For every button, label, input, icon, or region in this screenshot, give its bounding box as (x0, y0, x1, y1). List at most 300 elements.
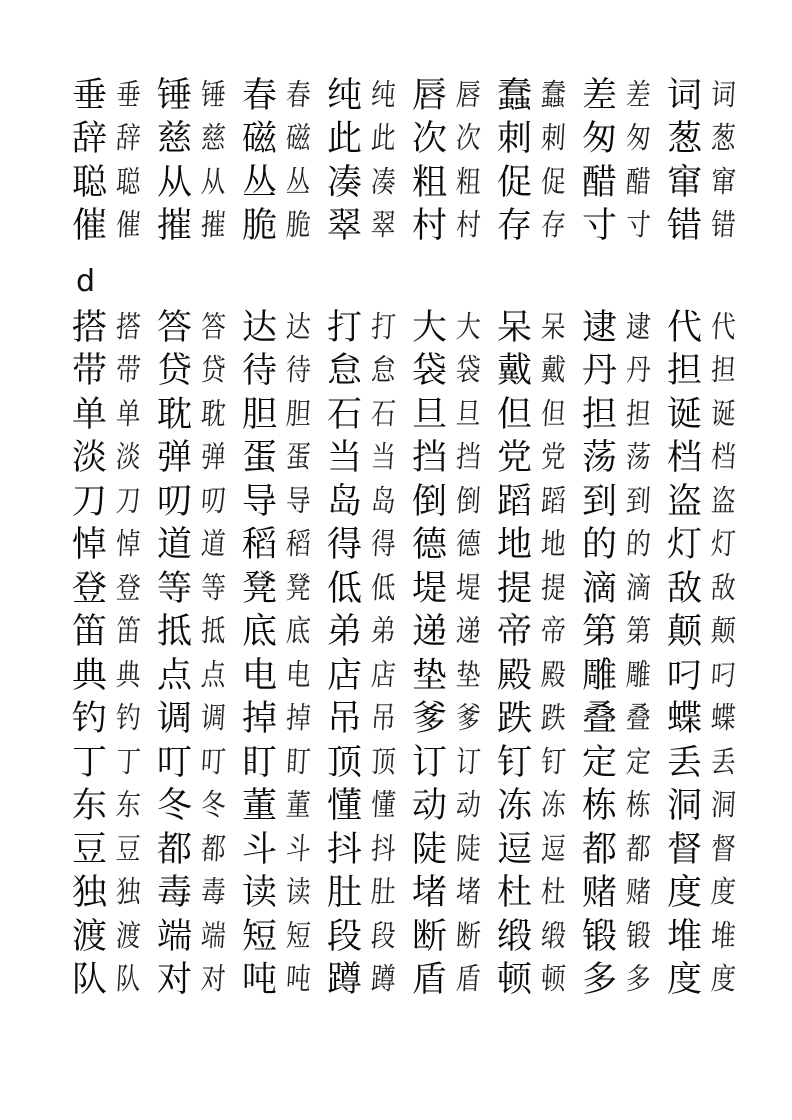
character-pair (242, 351, 327, 391)
seal-script-character: 盾 (455, 962, 481, 998)
modern-character: 怠 (327, 351, 363, 392)
character-pair (327, 395, 412, 435)
character-pair (72, 395, 157, 435)
character-pair (157, 351, 242, 391)
seal-script-character: 粗 (455, 164, 481, 200)
modern-character: 蝶 (667, 699, 703, 740)
modern-character: 地 (497, 525, 533, 566)
seal-script-character: 弹 (200, 440, 226, 476)
character-pair (667, 525, 752, 565)
modern-character: 贷 (157, 351, 193, 392)
character-pair (582, 163, 667, 203)
seal-script-character: 叨 (200, 483, 226, 519)
seal-script-character: 冻 (540, 788, 566, 824)
character-pair (497, 308, 582, 348)
modern-character: 冬 (157, 786, 193, 827)
seal-script-character: 纯 (370, 77, 396, 113)
seal-script-character: 店 (370, 657, 396, 693)
modern-character: 醋 (582, 162, 618, 203)
seal-script-character: 摧 (200, 208, 226, 244)
seal-script-character: 刀 (115, 483, 141, 519)
character-row (72, 654, 752, 698)
character-pair (582, 917, 667, 957)
character-pair (72, 612, 157, 652)
modern-character: 逮 (582, 307, 618, 348)
modern-character: 钉 (497, 742, 533, 783)
character-row (72, 393, 752, 437)
character-pair (412, 743, 497, 783)
modern-character: 葱 (667, 119, 703, 160)
seal-script-character: 蹈 (540, 483, 566, 519)
seal-script-character: 道 (200, 527, 226, 563)
modern-character: 登 (72, 568, 108, 609)
seal-script-character: 调 (200, 701, 226, 737)
seal-script-character: 豆 (115, 831, 141, 867)
character-pair (327, 917, 412, 957)
character-pair (72, 569, 157, 609)
modern-character: 丁 (72, 742, 108, 783)
modern-character: 锤 (157, 75, 193, 116)
seal-script-character: 冬 (200, 788, 226, 824)
modern-character: 洞 (667, 786, 703, 827)
seal-script-character: 殿 (540, 657, 566, 693)
modern-character: 粗 (412, 162, 448, 203)
modern-character: 督 (667, 829, 703, 870)
seal-script-character: 敌 (710, 570, 736, 606)
seal-script-character: 到 (625, 483, 651, 519)
character-pair (72, 873, 157, 913)
seal-script-character: 但 (540, 396, 566, 432)
modern-character: 堤 (412, 568, 448, 609)
modern-character: 独 (72, 873, 108, 914)
seal-script-character: 顶 (370, 744, 396, 780)
modern-character: 从 (157, 162, 193, 203)
seal-script-character: 订 (455, 744, 481, 780)
modern-character: 答 (157, 307, 193, 348)
modern-character: 度 (667, 960, 703, 1001)
modern-character: 店 (327, 655, 363, 696)
seal-script-character: 雕 (625, 657, 651, 693)
modern-character: 次 (412, 119, 448, 160)
character-pair (497, 351, 582, 391)
character-pair (327, 525, 412, 565)
character-pair (327, 163, 412, 203)
modern-character: 春 (242, 75, 278, 116)
character-pair (412, 656, 497, 696)
character-pair (242, 76, 327, 116)
character-pair (327, 960, 412, 1000)
modern-character: 悼 (72, 525, 108, 566)
modern-character: 搭 (72, 307, 108, 348)
seal-script-character: 动 (455, 788, 481, 824)
modern-character: 村 (412, 206, 448, 247)
character-pair (412, 917, 497, 957)
character-row (72, 205, 752, 249)
character-pair (327, 308, 412, 348)
seal-script-character: 点 (200, 657, 226, 693)
seal-script-character: 唇 (455, 77, 481, 113)
seal-script-character: 磁 (285, 121, 311, 157)
character-pair (72, 482, 157, 522)
character-row (72, 161, 752, 205)
character-pair (667, 699, 752, 739)
character-pair (242, 917, 327, 957)
character-pair (497, 960, 582, 1000)
seal-script-character: 匆 (625, 121, 651, 157)
seal-script-character: 懂 (370, 788, 396, 824)
modern-character: 颠 (667, 612, 703, 653)
character-pair (412, 76, 497, 116)
seal-script-character: 堆 (710, 918, 736, 954)
modern-character: 逗 (497, 829, 533, 870)
seal-script-character: 提 (540, 570, 566, 606)
character-pair (667, 569, 752, 609)
modern-character: 叨 (157, 481, 193, 522)
modern-character: 差 (582, 75, 618, 116)
character-pair (497, 743, 582, 783)
character-pair (327, 786, 412, 826)
seal-script-character: 差 (625, 77, 651, 113)
modern-character: 电 (242, 655, 278, 696)
character-pair (242, 308, 327, 348)
seal-script-character: 蹲 (370, 962, 396, 998)
character-pair (667, 119, 752, 159)
character-pair (667, 395, 752, 435)
character-pair (412, 163, 497, 203)
modern-character: 催 (72, 206, 108, 247)
character-pair (582, 395, 667, 435)
character-pair (157, 786, 242, 826)
character-row (72, 306, 752, 350)
seal-script-character: 挡 (455, 440, 481, 476)
seal-script-character: 待 (285, 353, 311, 389)
modern-character: 弟 (327, 612, 363, 653)
seal-script-character: 荡 (625, 440, 651, 476)
modern-character: 错 (667, 206, 703, 247)
seal-script-character: 爹 (455, 701, 481, 737)
seal-script-character: 凑 (370, 164, 396, 200)
character-pair (667, 960, 752, 1000)
character-pair (327, 699, 412, 739)
modern-character: 蠢 (497, 75, 533, 116)
modern-character: 敌 (667, 568, 703, 609)
seal-script-character: 董 (285, 788, 311, 824)
modern-character: 打 (327, 307, 363, 348)
seal-script-character: 度 (710, 875, 736, 911)
character-pair (582, 873, 667, 913)
seal-script-character: 顿 (540, 962, 566, 998)
modern-character: 寸 (582, 206, 618, 247)
character-pair (667, 873, 752, 913)
character-pair (242, 960, 327, 1000)
modern-character: 蛋 (242, 438, 278, 479)
modern-character: 冻 (497, 786, 533, 827)
seal-script-character: 底 (285, 614, 311, 650)
character-pair (242, 395, 327, 435)
seal-script-character: 倒 (455, 483, 481, 519)
modern-character: 东 (72, 786, 108, 827)
modern-character: 凳 (242, 568, 278, 609)
character-pair (497, 76, 582, 116)
character-pair (242, 786, 327, 826)
modern-character: 但 (497, 394, 533, 435)
seal-script-character: 短 (285, 918, 311, 954)
character-pair (497, 482, 582, 522)
character-pair (327, 482, 412, 522)
modern-character: 单 (72, 394, 108, 435)
character-pair (667, 743, 752, 783)
seal-script-character: 春 (285, 77, 311, 113)
seal-script-character: 打 (370, 309, 396, 345)
seal-script-character: 登 (115, 570, 141, 606)
seal-script-character: 递 (455, 614, 481, 650)
modern-character: 丢 (667, 742, 703, 783)
modern-character: 等 (157, 568, 193, 609)
seal-script-character: 都 (200, 831, 226, 867)
modern-character: 动 (412, 786, 448, 827)
seal-script-character: 蠢 (540, 77, 566, 113)
seal-script-character: 怠 (370, 353, 396, 389)
character-pair (582, 438, 667, 478)
modern-character: 担 (582, 394, 618, 435)
seal-script-character: 读 (285, 875, 311, 911)
modern-character: 叠 (582, 699, 618, 740)
seal-script-character: 此 (370, 121, 396, 157)
character-pair (582, 76, 667, 116)
character-pair (72, 76, 157, 116)
seal-script-character: 淡 (115, 440, 141, 476)
seal-script-character: 堤 (455, 570, 481, 606)
modern-character: 稻 (242, 525, 278, 566)
modern-character: 盯 (242, 742, 278, 783)
character-pair (242, 569, 327, 609)
modern-character: 倒 (412, 481, 448, 522)
modern-character: 帝 (497, 612, 533, 653)
seal-script-character: 钉 (540, 744, 566, 780)
modern-character: 调 (157, 699, 193, 740)
character-pair (72, 960, 157, 1000)
modern-character: 堆 (667, 916, 703, 957)
character-pair (412, 699, 497, 739)
seal-script-character: 毒 (200, 875, 226, 911)
modern-character: 对 (157, 960, 193, 1001)
character-pair (497, 830, 582, 870)
seal-script-character: 从 (200, 164, 226, 200)
seal-script-character: 洞 (710, 788, 736, 824)
character-pair (72, 786, 157, 826)
character-pair (497, 873, 582, 913)
character-pair (412, 960, 497, 1000)
character-pair (327, 206, 412, 246)
seal-script-character: 逗 (540, 831, 566, 867)
section-d-label: d (76, 264, 96, 299)
character-pair (582, 569, 667, 609)
modern-character: 袋 (412, 351, 448, 392)
seal-script-character: 盯 (285, 744, 311, 780)
character-pair (582, 612, 667, 652)
character-pair (72, 163, 157, 203)
seal-script-character: 掉 (285, 701, 311, 737)
character-pair (582, 960, 667, 1000)
character-pair (327, 438, 412, 478)
modern-character: 诞 (667, 394, 703, 435)
modern-character: 队 (72, 960, 108, 1001)
modern-character: 促 (497, 162, 533, 203)
modern-character: 胆 (242, 394, 278, 435)
seal-script-character: 丛 (285, 164, 311, 200)
seal-script-character: 聪 (115, 164, 141, 200)
seal-script-character: 达 (285, 309, 311, 345)
character-pair (412, 351, 497, 391)
modern-character: 大 (412, 307, 448, 348)
modern-character: 雕 (582, 655, 618, 696)
character-row (72, 741, 752, 785)
character-pair (412, 569, 497, 609)
character-pair (412, 308, 497, 348)
character-pair (157, 873, 242, 913)
seal-script-character: 戴 (540, 353, 566, 389)
seal-script-character: 对 (200, 962, 226, 998)
seal-script-character: 德 (455, 527, 481, 563)
seal-script-character: 担 (625, 396, 651, 432)
modern-character: 石 (327, 394, 363, 435)
seal-script-character: 醋 (625, 164, 651, 200)
character-pair (242, 830, 327, 870)
seal-script-character: 的 (625, 527, 651, 563)
seal-script-character: 寸 (625, 208, 651, 244)
character-pair (157, 163, 242, 203)
character-row (72, 872, 752, 916)
modern-character: 段 (327, 916, 363, 957)
character-pair (157, 395, 242, 435)
seal-script-character: 垫 (455, 657, 481, 693)
seal-script-character: 档 (710, 440, 736, 476)
modern-character: 岛 (327, 481, 363, 522)
modern-character: 锻 (582, 916, 618, 957)
character-row (72, 698, 752, 742)
character-pair (497, 786, 582, 826)
character-pair (157, 743, 242, 783)
seal-script-character: 断 (455, 918, 481, 954)
modern-character: 达 (242, 307, 278, 348)
modern-character: 得 (327, 525, 363, 566)
character-row (72, 437, 752, 481)
seal-script-character: 队 (115, 962, 141, 998)
modern-character: 都 (157, 829, 193, 870)
character-pair (327, 873, 412, 913)
character-pair (157, 525, 242, 565)
character-pair (242, 612, 327, 652)
seal-script-character: 等 (200, 570, 226, 606)
character-pair (497, 438, 582, 478)
modern-character: 道 (157, 525, 193, 566)
character-row (72, 567, 752, 611)
modern-character: 导 (242, 481, 278, 522)
character-row (72, 118, 752, 162)
seal-script-character: 次 (455, 121, 481, 157)
seal-script-character: 导 (285, 483, 311, 519)
modern-character: 叼 (667, 655, 703, 696)
character-pair (242, 206, 327, 246)
seal-script-character: 慈 (200, 121, 226, 157)
character-pair (412, 206, 497, 246)
seal-script-character: 钓 (115, 701, 141, 737)
character-pair (327, 743, 412, 783)
modern-character: 低 (327, 568, 363, 609)
modern-character: 杜 (497, 873, 533, 914)
modern-character: 词 (667, 75, 703, 116)
character-pair (157, 830, 242, 870)
character-pair (327, 76, 412, 116)
character-pair (667, 438, 752, 478)
modern-character: 缎 (497, 916, 533, 957)
seal-script-character: 耽 (200, 396, 226, 432)
seal-script-character: 蛋 (285, 440, 311, 476)
character-pair (667, 656, 752, 696)
seal-script-character: 都 (625, 831, 651, 867)
character-pair (412, 482, 497, 522)
seal-script-character: 低 (370, 570, 396, 606)
character-pair (157, 119, 242, 159)
modern-character: 丛 (242, 162, 278, 203)
character-pair (667, 206, 752, 246)
seal-script-character: 悼 (115, 527, 141, 563)
seal-script-character: 栋 (625, 788, 651, 824)
modern-character: 堵 (412, 873, 448, 914)
modern-character: 灯 (667, 525, 703, 566)
seal-script-character: 催 (115, 208, 141, 244)
character-pair (72, 308, 157, 348)
seal-script-character: 盗 (710, 483, 736, 519)
character-pair (667, 830, 752, 870)
character-pair (327, 569, 412, 609)
character-pair (242, 163, 327, 203)
modern-character: 脆 (242, 206, 278, 247)
modern-character: 耽 (157, 394, 193, 435)
seal-script-character: 答 (200, 309, 226, 345)
seal-script-character: 贷 (200, 353, 226, 389)
character-pair (412, 395, 497, 435)
character-pair (582, 351, 667, 391)
character-pair (242, 873, 327, 913)
seal-script-character: 东 (115, 788, 141, 824)
character-pair (412, 525, 497, 565)
character-pair (582, 786, 667, 826)
character-pair (497, 612, 582, 652)
modern-character: 旦 (412, 394, 448, 435)
seal-script-character: 翠 (370, 208, 396, 244)
seal-script-character: 带 (115, 353, 141, 389)
character-pair (412, 119, 497, 159)
modern-character: 陡 (412, 829, 448, 870)
seal-script-character: 督 (710, 831, 736, 867)
character-pair (497, 569, 582, 609)
character-pair (72, 206, 157, 246)
character-pair (157, 438, 242, 478)
character-pair (582, 119, 667, 159)
character-pair (157, 569, 242, 609)
modern-character: 斗 (242, 829, 278, 870)
character-pair (667, 612, 752, 652)
modern-character: 淡 (72, 438, 108, 479)
seal-script-character: 丢 (710, 744, 736, 780)
character-pair (582, 482, 667, 522)
seal-script-character: 独 (115, 875, 141, 911)
modern-character: 磁 (242, 119, 278, 160)
modern-character: 端 (157, 916, 193, 957)
character-pair (72, 351, 157, 391)
modern-character: 吊 (327, 699, 363, 740)
